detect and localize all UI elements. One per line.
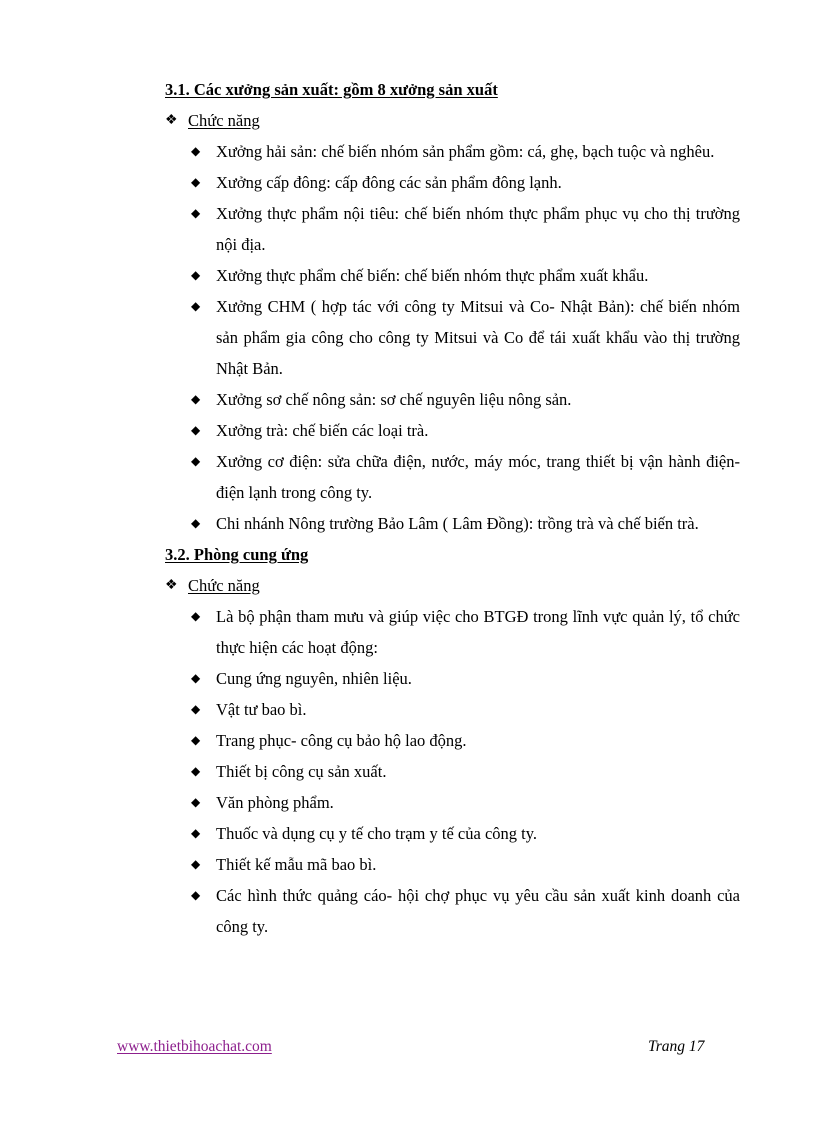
- four-diamond-star-icon: ❖: [165, 578, 178, 593]
- diamond-bullet-icon: ◆: [191, 454, 201, 468]
- list-item: ◆ Là bộ phận tham mưu và giúp việc cho BTGĐ trong lĩnh vực quản lý, tổ chức thực hiện các hoạt động:: [216, 601, 740, 663]
- function-label: Chức năng: [188, 111, 260, 130]
- diamond-bullet-icon: ◆: [191, 826, 201, 840]
- diamond-bullet-icon: ◆: [191, 392, 201, 406]
- diamond-bullet-icon: ◆: [191, 516, 201, 530]
- diamond-bullet-icon: ◆: [191, 764, 201, 778]
- diamond-bullet-icon: ◆: [191, 733, 201, 747]
- list-item: ◆ Xưởng CHM ( hợp tác với công ty Mitsui và Co- Nhật Bản): chế biến nhóm sản phẩm gia công cho công ty Mitsui và Co để tái xuất khẩu vào thị trường Nhật Bản.: [216, 291, 740, 384]
- diamond-bullet-icon: ◆: [191, 268, 201, 282]
- list-item: ◆ Văn phòng phẩm.: [216, 787, 740, 818]
- page-number: Trang 17: [648, 1038, 705, 1055]
- list-item: ◆ Xưởng sơ chế nông sản: sơ chế nguyên liệu nông sản.: [216, 384, 740, 415]
- diamond-bullet-icon: ◆: [191, 206, 201, 220]
- section-title: 3.2. Phòng cung ứng: [165, 545, 309, 564]
- list-item: ◆ Trang phục- công cụ bảo hộ lao động.: [216, 725, 740, 756]
- diamond-bullet-icon: ◆: [191, 299, 201, 313]
- list-item: ◆ Thiết bị công cụ sản xuất.: [216, 756, 740, 787]
- footer-website-link[interactable]: www.thietbihoachat.com: [117, 1038, 272, 1055]
- list-item: ◆ Xưởng thực phẩm nội tiêu: chế biến nhóm thực phẩm phục vụ cho thị trường nội địa.: [216, 198, 740, 260]
- list-item: ◆ Cung ứng nguyên, nhiên liệu.: [216, 663, 740, 694]
- four-diamond-star-icon: ❖: [165, 113, 178, 128]
- list-item: ◆ Xưởng cơ điện: sửa chữa điện, nước, máy móc, trang thiết bị vận hành điện- điện lạnh trong công ty.: [216, 446, 740, 508]
- function-heading: [165, 105, 740, 136]
- diamond-bullet-icon: ◆: [191, 144, 201, 158]
- supply-function-list: [165, 601, 740, 942]
- diamond-bullet-icon: ◆: [191, 795, 201, 809]
- document-body: [165, 74, 740, 942]
- list-item: ◆ Chi nhánh Nông trường Bảo Lâm ( Lâm Đồng): trồng trà và chế biến trà.: [216, 508, 740, 539]
- function-heading: [165, 570, 740, 601]
- diamond-bullet-icon: ◆: [191, 888, 201, 902]
- section-supply-department: [165, 539, 740, 942]
- list-item: ◆ Vật tư bao bì.: [216, 694, 740, 725]
- function-label: Chức năng: [188, 576, 260, 595]
- section-title: 3.1. Các xưởng sản xuất: gồm 8 xưởng sản xuất: [165, 80, 498, 99]
- list-item: ◆ Xưởng thực phẩm chế biến: chế biến nhóm thực phẩm xuất khẩu.: [216, 260, 740, 291]
- list-item: ◆ Thuốc và dụng cụ y tế cho trạm y tế của công ty.: [216, 818, 740, 849]
- diamond-bullet-icon: ◆: [191, 671, 201, 685]
- list-item: ◆ Xưởng hải sản: chế biến nhóm sản phẩm gồm: cá, ghẹ, bạch tuộc và nghêu.: [216, 136, 740, 167]
- list-item: ◆ Thiết kế mẫu mã bao bì.: [216, 849, 740, 880]
- diamond-bullet-icon: ◆: [191, 609, 201, 623]
- list-item: ◆ Các hình thức quảng cáo- hội chợ phục vụ yêu cầu sản xuất kinh doanh của công ty.: [216, 880, 740, 942]
- list-item: ◆ Xưởng trà: chế biến các loại trà.: [216, 415, 740, 446]
- diamond-bullet-icon: ◆: [191, 175, 201, 189]
- section-workshops: [165, 74, 740, 539]
- diamond-bullet-icon: ◆: [191, 702, 201, 716]
- workshop-list: [165, 136, 740, 539]
- diamond-bullet-icon: ◆: [191, 423, 201, 437]
- diamond-bullet-icon: ◆: [191, 857, 201, 871]
- list-item: ◆ Xưởng cấp đông: cấp đông các sản phẩm đông lạnh.: [216, 167, 740, 198]
